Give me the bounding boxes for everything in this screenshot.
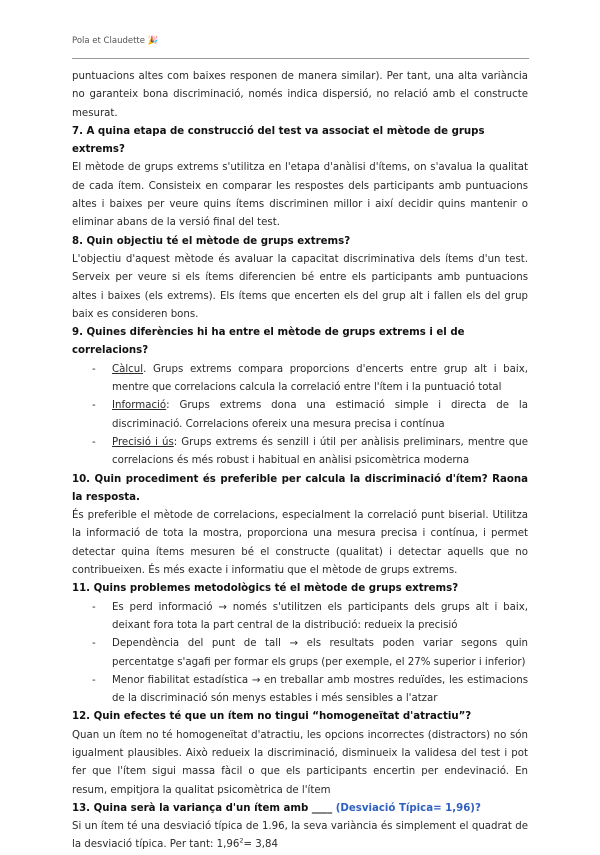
question-9: 9. Quines diferències hi ha entre el mètode de grups extrems i el de correlacions?	[72, 327, 465, 357]
item-text: . Grups extrems compara proporcions d'encerts entre grup alt i baix, mentre que correlacions calcula la correlació entre l'ítem i la puntuació total	[112, 363, 528, 394]
document-body	[72, 68, 528, 855]
problems-list	[72, 599, 528, 709]
dash-bullet: -	[92, 674, 96, 686]
list-item	[72, 635, 528, 672]
question-12: 12. Quin efectes té que un ítem no tingui “homogeneïtat d'atractiu”?	[72, 711, 472, 723]
answer-12: Quan un ítem no té homogeneïtat d'atractiu, les opcions incorrectes (distractors) no són igualment plausibles. Això redueix la discriminació, disminueix la validesa del test i pot fer que l'ítem sigui massa fàcil o que els participants encertin per endevinació. En resum, empitjora la qualitat psicomètrica de l'ítem	[72, 729, 528, 796]
item-text: : Grups extrems és senzill i útil per anàlisis preliminars, mentre que correlacions és més robust i habitual en anàlisi psicomètrica moderna	[112, 436, 528, 467]
item-text: Dependència del punt de tall → els resultats poden variar segons quin percentatge s'agafi per formar els grups (per exemple, el 27% superior i inferior)	[112, 638, 528, 668]
list-item	[72, 397, 528, 434]
list-item	[72, 361, 528, 398]
answer-7: El mètode de grups extrems s'utilitza en l'etapa d'anàlisi d'ítems, on s'avalua la qualitat de cada ítem. Consisteix en comparar les respostes dels participants amb puntuacions altes i baixes per veure quins ítems discriminen millor i així decidir quins mantenir o eliminar abans de la versió final del test.	[72, 162, 528, 229]
page-header: Pola et Claudette 🎉	[72, 36, 159, 46]
answer-13-suffix: = 3,84	[243, 839, 278, 851]
list-item	[72, 434, 528, 471]
list-item	[72, 672, 528, 709]
item-text: Es perd informació → només s'utilitzen els participants dels grups alt i baix, deixant fora tota la part central de la distribució: redueix la precisió	[112, 601, 528, 631]
answer-13-exponent: 2	[239, 837, 244, 846]
item-label: Precisió i ús	[112, 436, 174, 448]
differences-list	[72, 361, 528, 471]
item-label: Càlcul	[112, 363, 144, 375]
question-7: 7. A quina etapa de construcció del test va associat el mètode de grups extrems?	[72, 125, 485, 156]
item-text: : Grups extrems dona una estimació simple i directa de la discriminació. Correlacions ofereix una mesura precisa i contínua	[112, 400, 528, 430]
item-label: Informació	[112, 400, 167, 412]
dash-bullet: -	[92, 400, 96, 412]
question-8: 8. Quin objectiu té el mètode de grups extrems?	[72, 235, 351, 247]
dash-bullet: -	[92, 436, 96, 448]
list-item	[72, 599, 528, 636]
answer-10: És preferible el mètode de correlacions, especialment la correlació punt biserial. Utilitza la informació de tota la mostra, proporciona una mesura precisa i contínua, i permet detectar quina ítems mesuren bé el constructe (qualitat) i detectar aquells que no contribueixen. És més exacte i informatiu que el mètode de grups extrems.	[72, 510, 528, 577]
answer-13	[72, 818, 528, 855]
header-divider	[72, 58, 529, 59]
dash-bullet: -	[92, 601, 96, 613]
question-13-blank: ____	[311, 802, 333, 814]
question-13-prefix: 13. Quina serà la variança d'un ítem amb	[72, 802, 309, 814]
question-10: 10. Quin procediment és preferible per calcula la discriminació d'ítem? Raona la resposta.	[72, 473, 528, 503]
question-11: 11. Quins problemes metodològics té el mètode de grups extrems?	[72, 583, 459, 595]
question-13-highlight: (Desviació Típica= 1,96)?	[335, 802, 481, 814]
intro-paragraph: puntuacions altes com baixes responen de manera similar). Per tant, una alta variància no garanteix bona discriminació, només indica dispersió, no relació amb el constructe mesurat.	[72, 71, 528, 119]
item-text: Menor fiabilitat estadística → en treballar amb mostres reduïdes, les estimacions de la discriminació són menys estables i més sensibles a l'atzar	[112, 674, 528, 705]
answer-8: L'objectiu d'aquest mètode és avaluar la capacitat discriminativa dels ítems d'un test. Serveix per veure si els ítems diferencien bé entre els participants amb puntuacions altes i baixes (els extrems). Els ítems que encerten els del grup alt i fallen els del grup baix es consideren bons.	[72, 253, 528, 320]
dash-bullet: -	[92, 363, 96, 375]
dash-bullet: -	[92, 638, 96, 650]
question-13	[72, 800, 528, 818]
answer-13-prefix: Si un ítem té una desviació típica de 1.96, la seva variància és simplement el quadrat de la desviació típica. Per tant: 1,96	[72, 821, 528, 851]
